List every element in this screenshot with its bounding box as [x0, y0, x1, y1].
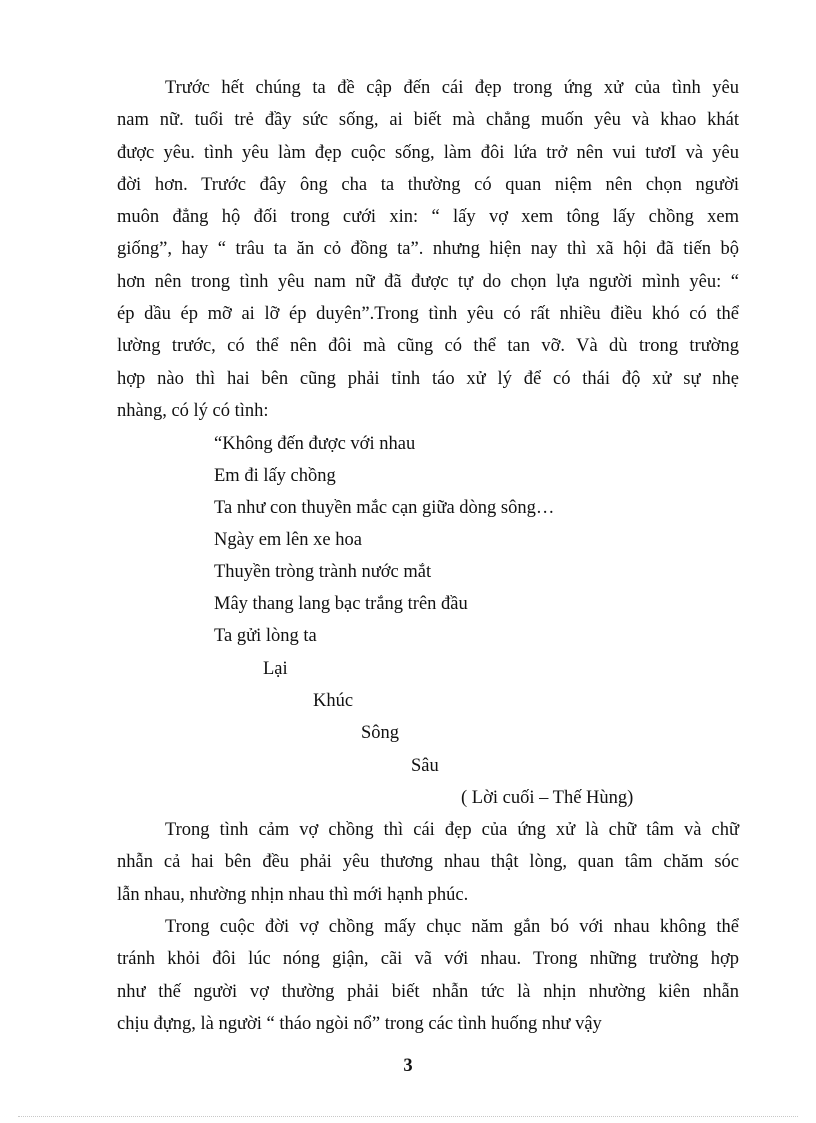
poem-line: Ta như con thuyền mắc cạn giữa dòng sông…	[214, 498, 555, 518]
poem-line: Mây thang lang bạc trắng trên đầu	[214, 594, 468, 614]
text-line: hợp nào thì hai bên cũng phải tỉnh táo xử lý để có thái độ xử sự nhẹ	[117, 368, 739, 389]
text-line: muôn đẳng hộ đối trong cưới xin: “ lấy vợ xem tông lấy chồng xem	[117, 207, 739, 228]
text-line: nam nữ. tuổi trẻ đầy sức sống, ai biết mà chẳng muốn yêu và khao khát	[117, 110, 739, 131]
text-line: hơn nên trong tình yêu nam nữ đã được tự do chọn lựa người mình yêu: “	[117, 271, 739, 292]
text-line: như thế người vợ thường phải biết nhẫn tức là nhịn nhường kiên nhẫn	[117, 981, 739, 1002]
text-line: nhàng, có lý có tình:	[117, 400, 269, 421]
text-line: lường trước, có thể nên đôi mà cũng có thể tan vỡ. Và dù trong trường	[117, 336, 739, 357]
poem-line: Em đi lấy chồng	[214, 466, 336, 486]
text-line: Trước hết chúng ta đề cập đến cái đẹp trong ứng xử của tình yêu	[165, 78, 739, 98]
text-line: ép dầu ép mỡ ai lỡ ép duyên”.Trong tình yêu có rất nhiều điều khó có thể	[117, 304, 739, 325]
paragraph-marriage	[117, 814, 739, 911]
poem-staircase-word: Sông	[361, 723, 400, 743]
text-line: nhẫn cả hai bên đều phải yêu thương nhau thật lòng, quan tâm chăm sóc	[117, 852, 739, 873]
text-line: Trong cuộc đời vợ chồng mấy chục năm gắn bó với nhau không thể	[165, 917, 739, 937]
poem-line: Ngày em lên xe hoa	[214, 530, 362, 550]
poem-line: “Không đến được với nhau	[214, 434, 416, 454]
poem-line: Thuyền tròng trành nước mắt	[214, 562, 432, 582]
poem-staircase-word: Khúc	[313, 691, 354, 711]
paragraph-intro	[117, 72, 739, 427]
poem-line: Ta gửi lòng ta	[214, 626, 317, 646]
text-line: Trong tình cảm vợ chồng thì cái đẹp của ứng xử là chữ tâm và chữ	[165, 820, 739, 840]
text-line: tránh khỏi đôi lúc nóng giận, cãi vã với nhau. Trong những trường hợp	[117, 949, 739, 970]
text-line: được yêu. tình yêu làm đẹp cuộc sống, làm đôi lứa trở nên vui tươI và yêu	[117, 142, 739, 163]
page-bottom-divider	[18, 1116, 798, 1117]
poem-attribution: ( Lời cuối – Thế Hùng)	[461, 788, 634, 808]
paragraph-patience	[117, 911, 739, 1040]
poem-staircase-word: Sâu	[411, 756, 439, 776]
text-line: lẫn nhau, nhường nhịn nhau thì mới hạnh phúc.	[117, 884, 469, 905]
poem-staircase-word: Lại	[263, 659, 288, 679]
text-line: chịu đựng, là người “ tháo ngòi nổ” trong các tình huống như vậy	[117, 1013, 602, 1034]
text-line: giống”, hay “ trâu ta ăn cỏ đồng ta”. nhưng hiện nay thì xã hội đã tiến bộ	[117, 239, 739, 260]
page-number: 3	[403, 1056, 413, 1076]
text-line: đời hơn. Trước đây ông cha ta thường có quan niệm nên chọn người	[117, 174, 739, 195]
